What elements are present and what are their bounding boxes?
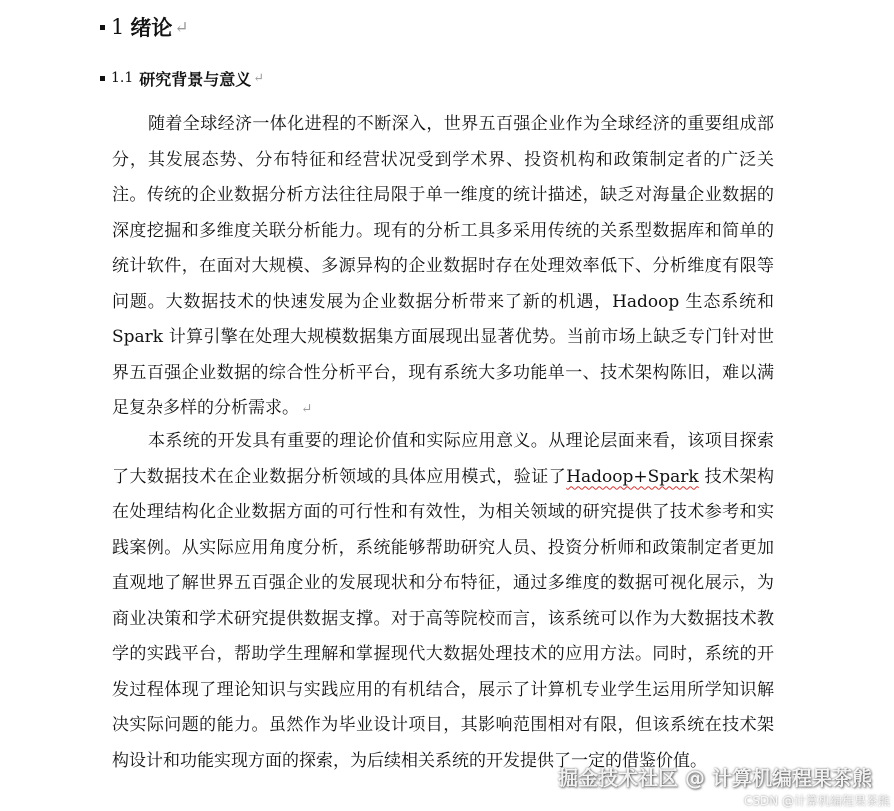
heading-bullet-icon <box>100 76 105 81</box>
heading-number: 1 <box>111 15 125 39</box>
heading-level-2 <box>100 64 264 92</box>
heading-level-1 <box>100 10 188 44</box>
heading-title: 研究背景与意义 <box>139 69 252 89</box>
paragraph-text-end: 技术架构在处理结构化企业数据方面的可行性和有效性，为相关领域的研究提供了技术参考和实践案例。从实际应用角度分析，系统能够帮助研究人员、投资分析师和政策制定者更加直观地了解世界五百强企业的发展现状和分布特征，通过多维度的数据可视化展示，为商业决策和学术研究提供数据支撑。对于高等院校而言，该系统可以作为大数据技术教学的实践平台，帮助学生理解和掌握现代大数据处理技术的应用方法。同时，系统的开发过程体现了理论知识与实践应用的有机结合，展示了计算机专业学生运用所学知识解决实际问题的能力。虽然作为毕业设计项目，其影响范围相对有限，但该系统在技术架构设计和功能实现方面的探索，为后续相关系统的开发提供了一定的借鉴价值。 <box>112 466 774 771</box>
body-paragraph-2 <box>112 424 774 779</box>
paragraph-mark-icon: ↵ <box>301 401 313 417</box>
paragraph-mark-icon: ↵ <box>253 70 265 86</box>
csdn-watermark: CSDN @计算机编程果茶熊 <box>743 794 890 808</box>
paragraph-text-start: 本系统的开发具有重要的理论价值和实际应用意义。从理论层面来看，该项目探索了大数据技术在企业数据分析领域的具体应用模式，验证了 <box>112 431 774 487</box>
heading-number: 1.1 <box>111 70 134 86</box>
juejin-watermark: 掘金技术社区 @ 计算机编程果茶熊 <box>558 766 872 790</box>
paragraph-text: 随着全球经济一体化进程的不断深入，世界五百强企业作为全球经济的重要组成部分，其发展态势、分布特征和经营状况受到学术界、投资机构和政策制定者的广泛关注。传统的企业数据分析方法往往局限于单一维度的统计描述，缺乏对海量企业数据的深度挖掘和多维度关联分析能力。现有的分析工具多采用传统的关系型数据库和简单的统计软件，在面对大规模、多源异构的企业数据时存在处理效率低下、分析维度有限等问题。大数据技术的快速发展为企业数据分析带来了新的机遇，Hadoop 生态系统和 Spark 计算引擎在处理大规模数据集方面展现出显著优势。当前市场上缺乏专门针对世界五百强企业数据的综合性分析平台，现有系统大多功能单一、技术架构陈旧，难以满足复杂多样的分析需求。 <box>112 114 774 418</box>
paragraph-mark-icon: ↵ <box>174 17 189 37</box>
heading-bullet-icon <box>100 25 105 30</box>
heading-title: 绪论 <box>130 15 173 40</box>
spellcheck-flagged-word[interactable]: Hadoop+Spark <box>566 466 699 487</box>
body-paragraph-1 <box>112 107 774 428</box>
